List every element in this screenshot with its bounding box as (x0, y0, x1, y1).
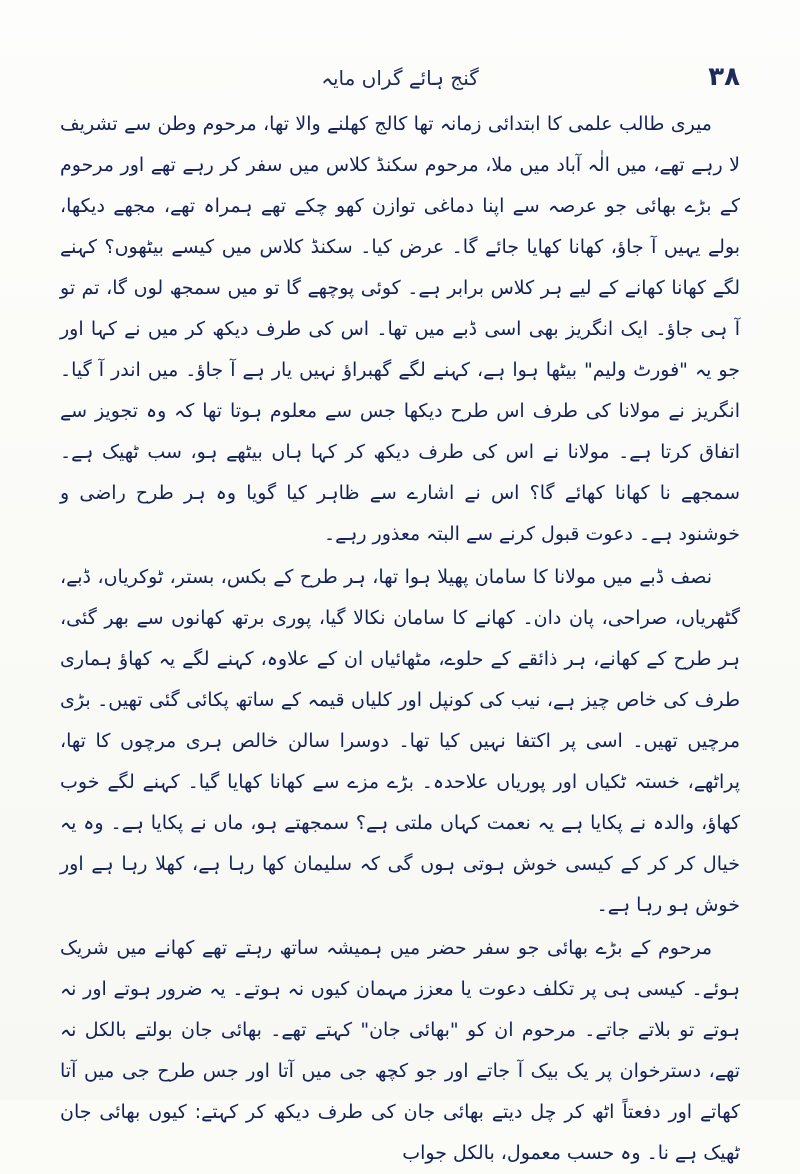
paragraph-3: مرحوم کے بڑے بھائی جو سفر حضر میں ہمیشہ ساتھ رہتے تھے کھانے میں شریک ہوئے۔ کیسی ہی پر تکلف دعوت یا معزز مہمان کیوں نہ ہوتے۔ یہ ضرور ہوتے اور نہ ہوتے تو بلاتے جاتے۔ مرحوم ان کو "بھائی جان" کہتے تھے۔ بھائی جان بولتے بالکل نہ تھے، دسترخوان پر یک بیک آ جاتے اور جو کچھ جی میں آتا اور جس طرح جی میں آتا کھاتے اور دفعتاً اٹھ کر چل دیتے بھائی جان کی طرف دیکھ کر کہتے: کیوں بھائی جان ٹھیک ہے نا۔ وہ حسب معمول، بالکل جواب (60, 937, 740, 1164)
page-header (60, 62, 740, 102)
paragraph-1: میری طالب علمی کا ابتدائی زمانہ تھا کالج کھلنے والا تھا، مرحوم وطن سے تشریف لا رہے تھے، میں الٰہ آباد میں ملا، مرحوم سکنڈ کلاس میں سفر کر رہے تھے اور مرحوم کے بڑے بھائی جو عرصہ سے اپنا دماغی توازن کھو چکے تھے ہمراہ تھے، مجھے دیکھا، بولے یہیں آ جاؤ، کھانا کھایا جائے گا۔ عرض کیا۔ سکنڈ کلاس میں کیسے بیٹھوں؟ کہنے لگے کھانا کھانے کے لیے ہر کلاس برابر ہے۔ کوئی پوچھے گا تو میں سمجھ لوں گا، تم تو آ ہی جاؤ۔ ایک انگریز بھی اسی ڈبے میں تھا۔ اس کی طرف دیکھ کر میں نے کہا اور جو یہ "فورٹ ولیم" بیٹھا ہوا ہے، کہنے لگے گھبراؤ نہیں یار ہے آ جاؤ۔ میں اندر آ گیا۔ انگریز نے مولانا کی طرف اس طرح دیکھا جس سے معلوم ہوتا تھا کہ وہ تجویز سے اتفاق کرتا ہے۔ مولانا نے اس کی طرف دیکھ کر کہا ہاں بیٹھے ہو، سب ٹھیک ہے۔ سمجھے نا کھانا کھائے گا؟ اس نے اشارے سے ظاہر کیا گویا وہ ہر طرح راضی و خوشنود ہے۔ دعوت قبول کرنے سے البتہ معذور رہے۔ (60, 113, 740, 545)
running-title: گنج ہائے گراں مایہ (321, 66, 479, 90)
paragraph-2: نصف ڈبے میں مولانا کا سامان پھیلا ہوا تھا، ہر طرح کے بکس، بستر، ٹوکریاں، ڈبے، گٹھریاں، صراحی، پان دان۔ کھانے کا سامان نکالا گیا، پوری برتھ کھانوں سے بھر گئی، ہر طرح کے کھانے، ہر ذائقے کے حلوے، مٹھائیاں ان کے علاوہ، کہنے لگے یہ کھاؤ ہماری طرف کی خاص چیز ہے، نیب کی کونپل اور کلیاں قیمہ کے ساتھ پکائی گئی تھیں۔ بڑی مرچیں تھیں۔ اسی پر اکتفا نہیں کیا تھا۔ دوسرا سالن خالص ہری مرچوں کا تھا، پراٹھے، خستہ ٹکیاں اور پوریاں علاحدہ۔ بڑے مزے سے کھانا کھایا گیا۔ کہنے لگے خوب کھاؤ، والدہ نے پکایا ہے یہ نعمت کہاں ملتی ہے؟ سمجھتے ہو، ماں نے پکایا ہے۔ وہ یہ خیال کر کر کے کیسی خوش ہوتی ہوں گی کہ سلیمان کھا رہا ہے، کھلا رہا ہے اور خوش ہو رہا ہے۔ (60, 566, 740, 916)
page-number: ۳۸ (708, 62, 740, 92)
body-text (60, 104, 740, 1174)
